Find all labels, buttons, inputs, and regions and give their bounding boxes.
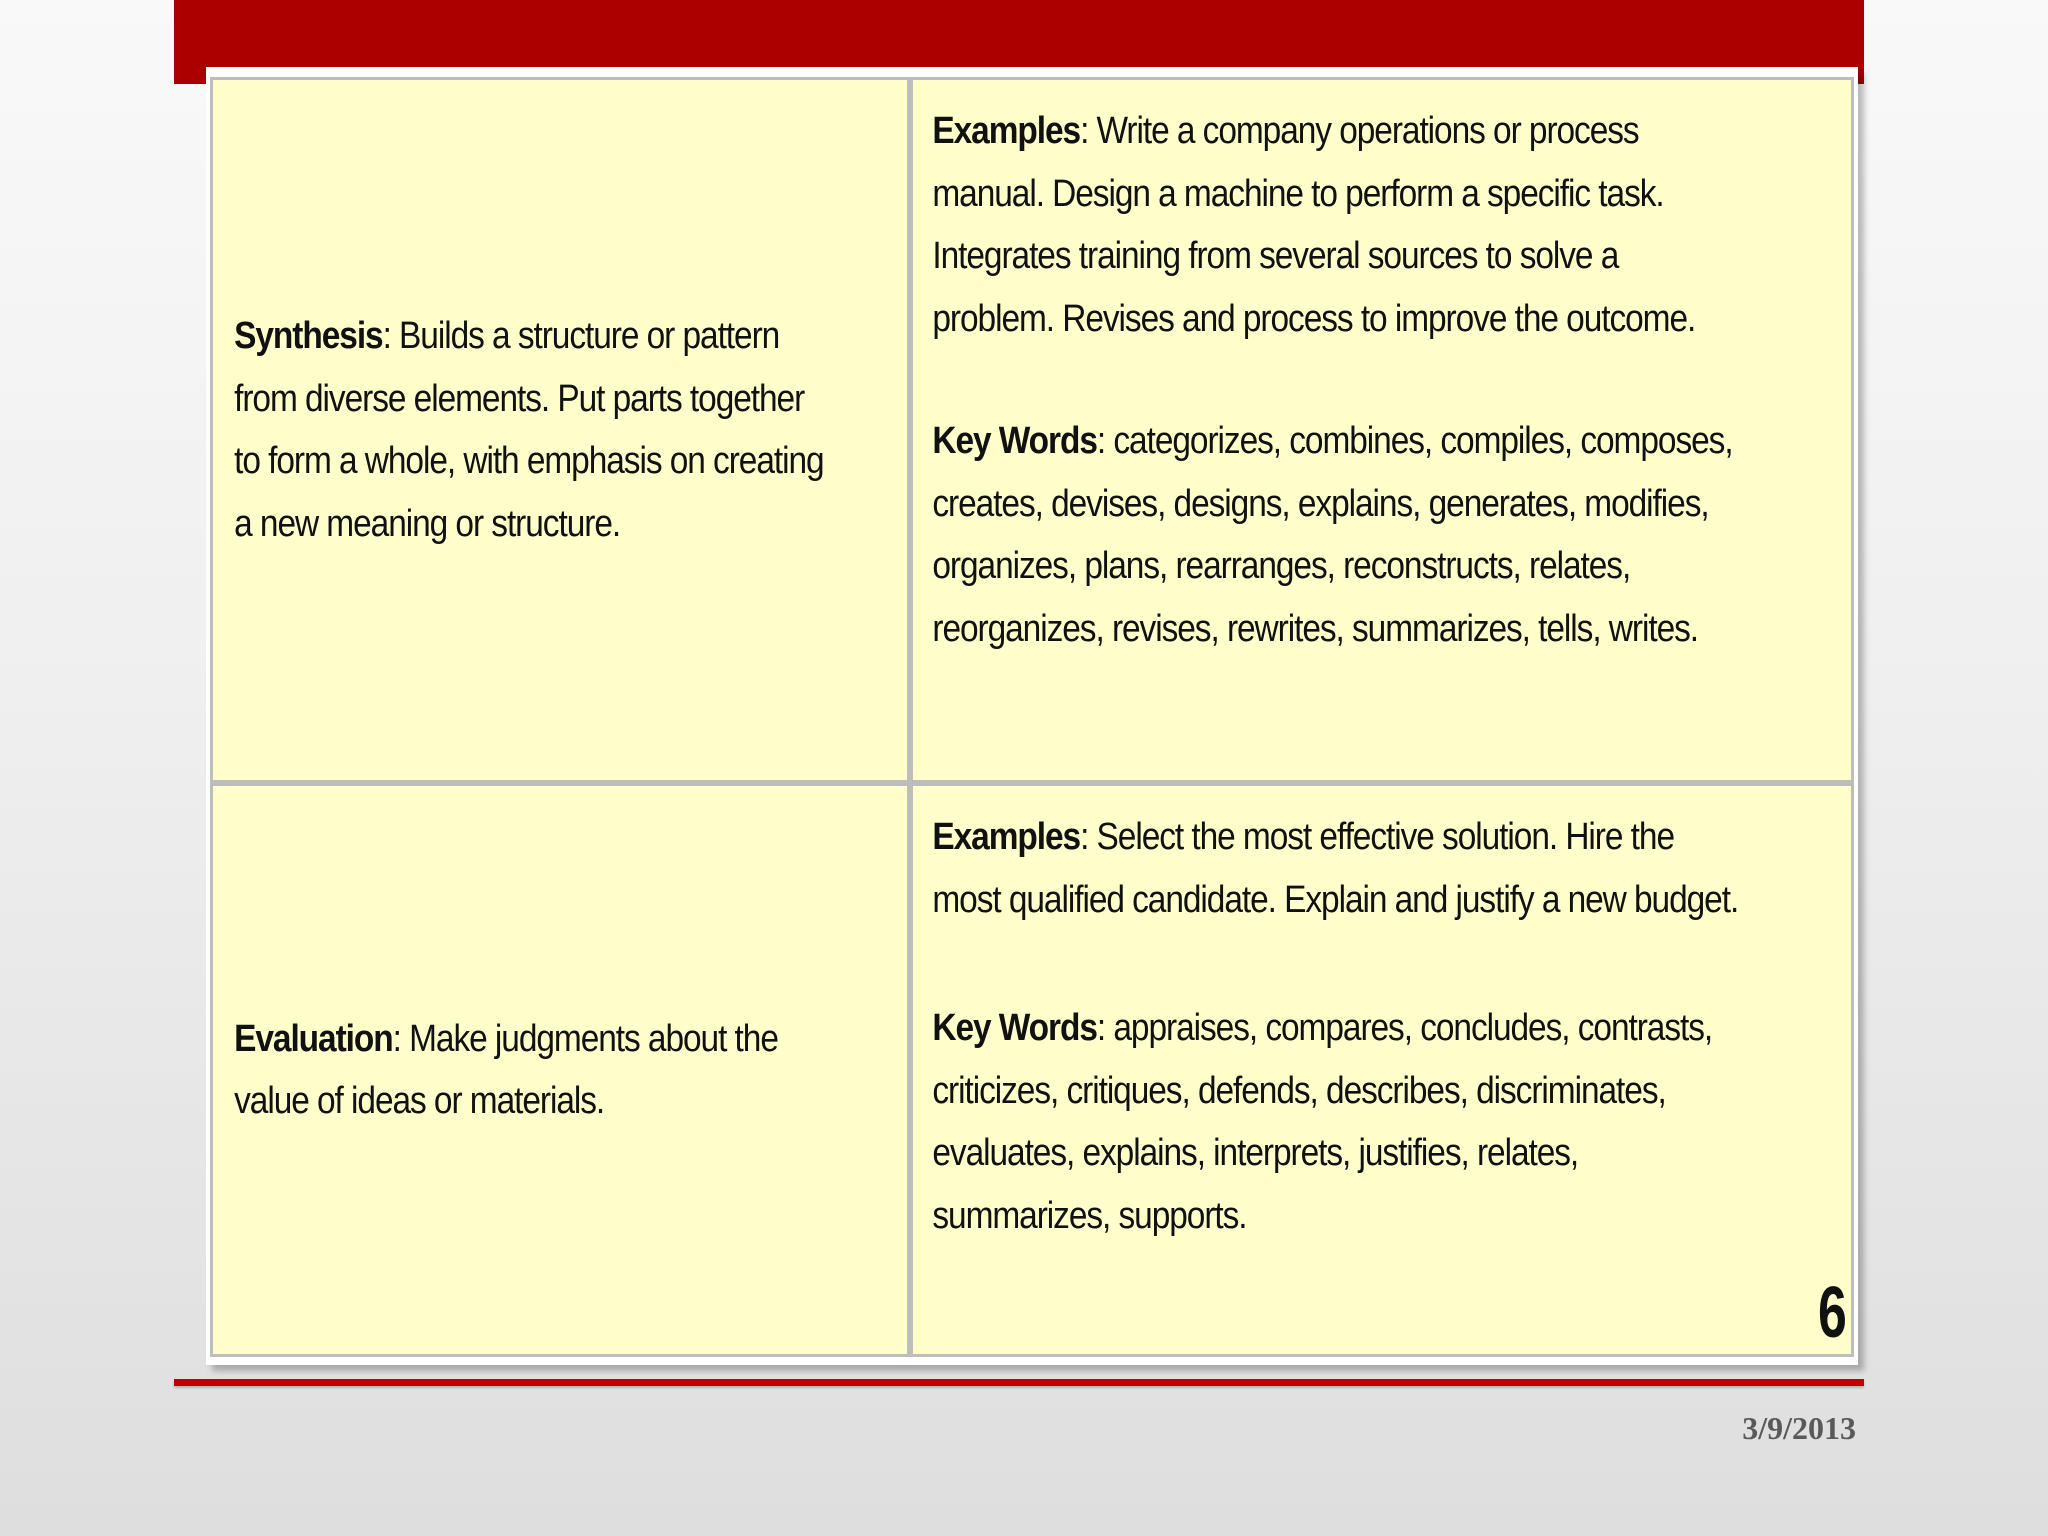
- evaluation-examples-term: Examples: [932, 816, 1081, 858]
- evaluation-examples-text: : Select the most effective solution. Hire the most qualified candidate. Explain and justify a new budget.: [932, 816, 1739, 921]
- evaluation-keywords-text: : appraises, compares, concludes, contrasts, criticizes, critiques, defends, describes, discriminates, evaluates, explains, interprets, justifies, relates, summarizes, supports.: [932, 1007, 1713, 1237]
- synthesis-definition-cell: [210, 77, 910, 783]
- taxonomy-table: [206, 67, 1858, 1365]
- synthesis-keywords-term: Key Words: [932, 420, 1097, 462]
- bottom-divider: [174, 1379, 1864, 1386]
- evaluation-definition-text: : Make judgments about the value of ideas or materials.: [234, 1017, 778, 1122]
- synthesis-definition: [213, 305, 824, 555]
- evaluation-definition-cell: [210, 783, 910, 1357]
- evaluation-term: Evaluation: [234, 1017, 393, 1060]
- synthesis-details: [913, 100, 1738, 660]
- synthesis-keywords: [932, 410, 1738, 660]
- slide-number: 6: [1818, 1273, 1847, 1353]
- evaluation-keywords-term: Key Words: [932, 1007, 1097, 1049]
- evaluation-examples: [932, 806, 1738, 931]
- evaluation-definition: [213, 1008, 824, 1133]
- footer-date: 3/9/2013: [1742, 1410, 1856, 1446]
- evaluation-details-cell: [910, 783, 1854, 1357]
- synthesis-details-cell: [910, 77, 1854, 783]
- synthesis-examples: [932, 100, 1738, 350]
- synthesis-examples-term: Examples: [932, 110, 1081, 152]
- evaluation-details: [913, 806, 1738, 1247]
- synthesis-examples-text: : Write a company operations or process manual. Design a machine to perform a specific task. Integrates training from several sources to solve a problem. Revises and process to improve the outcome.: [932, 110, 1696, 340]
- synthesis-definition-text: : Builds a structure or pattern from diverse elements. Put parts together to form a whole, with emphasis on creating a new meaning or structure.: [234, 315, 824, 545]
- synthesis-term: Synthesis: [234, 315, 383, 357]
- evaluation-keywords: [932, 997, 1738, 1247]
- synthesis-keywords-text: : categorizes, combines, compiles, composes, creates, devises, designs, explains, generates, modifies, organizes, plans, rearranges, reconstructs, relates, reorganizes, revises, rewrites, summarizes, tells, writes.: [932, 420, 1733, 650]
